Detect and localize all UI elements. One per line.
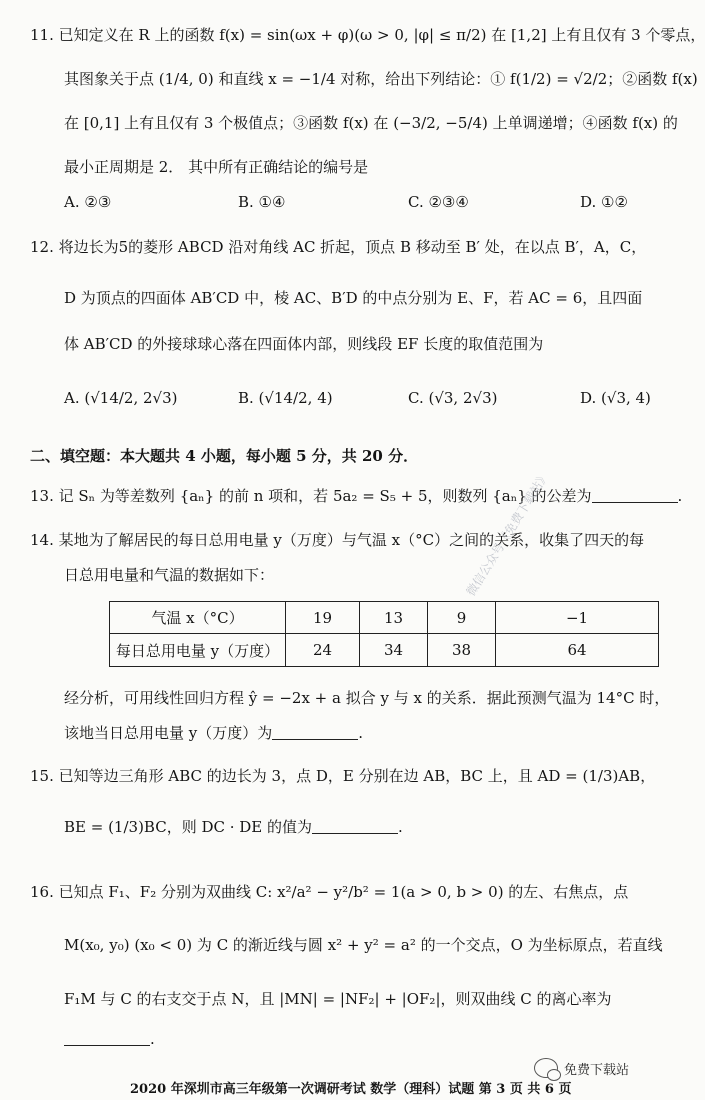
q13-line xyxy=(30,487,682,505)
data-table xyxy=(109,601,659,667)
section-fill-in-heading: 二、填空题：本大题共 4 小题，每小题 5 分，共 20 分． xyxy=(30,447,419,465)
table-row1-label: 气温 x（°C） xyxy=(110,602,286,634)
table-cell: 19 xyxy=(286,602,360,634)
q11-option-b: B. ①④ xyxy=(238,193,286,211)
q12-line-2: D 为顶点的四面体 AB′CD 中，棱 AC、B′D 的中点分别为 E、F，若 AC = 6，且四面 xyxy=(64,289,643,307)
q13-text: 13. 记 Sₙ 为等差数列 {aₙ} 的前 n 项和，若 5a₂ = S₅ + 5，则数列 {aₙ} 的公差为 xyxy=(30,487,592,505)
wechat-brand xyxy=(534,1058,629,1078)
q14-line-3: 经分析，可用线性回归方程 ŷ = −2x + a 拟合 y 与 x 的关系．据此预测气温为 14°C 时， xyxy=(64,689,670,707)
table-cell: 34 xyxy=(360,634,428,666)
q11-option-a: A. ②③ xyxy=(64,193,112,211)
table-cell: 13 xyxy=(360,602,428,634)
q11-option-d: D. ①② xyxy=(580,193,628,211)
q12-line-1: 12. 将边长为5的菱形 ABCD 沿对角线 AC 折起，顶点 B 移动至 B′ 处，在以点 B′，A，C， xyxy=(30,238,647,256)
q14-line-2: 日总用电量和气温的数据如下： xyxy=(64,566,275,584)
table-cell: 9 xyxy=(428,602,496,634)
q11-option-c: C. ②③④ xyxy=(408,193,469,211)
watermark-text: 微信公众号《免费下载站》 xyxy=(463,468,552,599)
q14-end: . xyxy=(358,724,364,742)
q12-option-a: A. (√14/2, 2√3) xyxy=(64,389,178,407)
table-row2-label: 每日总用电量 y（万度） xyxy=(110,634,286,666)
q16-answer-blank xyxy=(64,1031,150,1046)
q16-line-3: F₁M 与 C 的右支交于点 N，且 |MN| = |NF₂| + |OF₂|，则双曲线 C 的离心率为 xyxy=(64,990,612,1008)
q16-line-4 xyxy=(64,1030,155,1048)
q15-line-1: 15. 已知等边三角形 ABC 的边长为 3，点 D，E 分别在边 AB，BC 上，且 AD = (1/3)AB， xyxy=(30,767,656,785)
q16-line-2: M(x₀, y₀) (x₀ < 0) 为 C 的渐近线与圆 x² + y² = a² 的一个交点，O 为坐标原点，若直线 xyxy=(64,936,663,954)
wechat-icon xyxy=(534,1058,558,1078)
q14-answer-blank xyxy=(272,725,358,740)
q14-line-1: 14. 某地为了解居民的每日总用电量 y（万度）与气温 x（°C）之间的关系，收集了四天的每 xyxy=(30,531,645,549)
table-cell: 38 xyxy=(428,634,496,666)
q16-line-1: 16. 已知点 F₁、F₂ 分别为双曲线 C: x²/a² − y²/b² = 1(a > 0, b > 0) 的左、右焦点，点 xyxy=(30,883,629,901)
brand-name: 免费下载站 xyxy=(564,1062,630,1078)
q11-line-4: 最小正周期是 2． 其中所有正确结论的编号是 xyxy=(64,158,369,176)
q11-line-2: 其图象关于点 (1/4, 0) 和直线 x = −1/4 对称，给出下列结论：① f(1/2) = √2/2；②函数 f(x) xyxy=(64,70,698,88)
table-cell: 64 xyxy=(567,641,587,659)
q11-line-1: 11. 已知定义在 R 上的函数 f(x) = sin(ωx + φ)(ω > 0, |φ| ≤ π/2) 在 [1,2] 上有且仅有 3 个零点， xyxy=(30,26,705,44)
table-cell: 24 xyxy=(286,634,360,666)
q15-line-2 xyxy=(64,818,403,836)
q15-text: BE = (1/3)BC，则 DC · DE 的值为 xyxy=(64,818,313,836)
q15-end: . xyxy=(398,818,403,836)
q15-answer-blank xyxy=(312,819,398,834)
q14-line-4 xyxy=(64,724,363,742)
q12-option-c: C. (√3, 2√3) xyxy=(408,389,498,407)
q12-option-d: D. (√3, 4) xyxy=(580,389,651,407)
q14-text: 该地当日总用电量 y（万度）为 xyxy=(64,724,273,742)
q12-line-3: 体 AB′CD 的外接球球心落在四面体内部，则线段 EF 长度的取值范围为 xyxy=(64,335,544,353)
q13-end: . xyxy=(677,487,683,505)
table-cell: −1 xyxy=(496,602,658,634)
q12-option-b: B. (√14/2, 4) xyxy=(238,389,333,407)
q13-answer-blank xyxy=(592,488,678,503)
q16-end: . xyxy=(150,1030,155,1048)
q11-line-3: 在 [0,1] 上有且仅有 3 个极值点；③函数 f(x) 在 (−3/2, −5/4) 上单调递增；④函数 f(x) 的 xyxy=(64,114,678,132)
page-footer: 2020 年深圳市高三年级第一次调研考试 数学（理科）试题 第 3 页 共 6 页 xyxy=(130,1082,572,1097)
